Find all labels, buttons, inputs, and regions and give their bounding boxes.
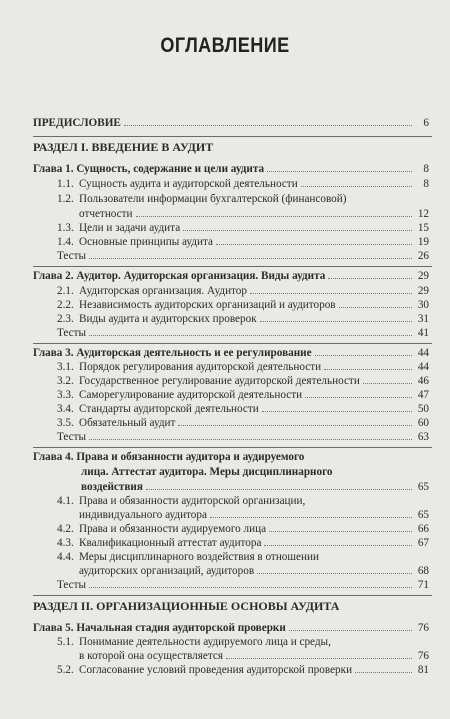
toc-entry: 3.4. Стандарты аудиторской деятельности 50: [57, 403, 429, 415]
toc-entry: 4.3. Квалификационный аттестат аудитора 67: [57, 537, 429, 549]
page-number: 6: [423, 117, 429, 129]
toc-entry: 3.5. Обязательный аудит 60: [57, 417, 429, 429]
toc-entry-continued: аудиторских организаций, аудиторов 68: [79, 565, 429, 577]
toc-entry: 2.1. Аудиторская организация. Аудитор 29: [57, 285, 429, 297]
toc-entry-chapter: Глава 1. Сущность, содержание и цели аудита 8: [33, 163, 429, 175]
toc-entry: 3.1. Порядок регулирования аудиторской деятельности 44: [57, 361, 429, 373]
toc-entry-chapter: Глава 4. Права и обязанности аудитора и аудируемого: [33, 451, 305, 463]
toc-entry-tests: Тесты 41: [57, 327, 429, 339]
toc-entry-continued: в которой она осуществляется 76: [79, 650, 429, 662]
divider: [33, 343, 432, 344]
section-heading: РАЗДЕЛ I. ВВЕДЕНИЕ В АУДИТ: [33, 140, 214, 154]
toc-entry-chapter: Глава 5. Начальная стадия аудиторской проверки 76: [33, 622, 429, 634]
toc-entry: 4.2. Права и обязанности аудируемого лица 66: [57, 523, 429, 535]
toc-entry: 1.2. Пользователи информации бухгалтерской (финансовой): [57, 193, 347, 205]
toc-entry: 4.1. Права и обязанности аудиторской организации,: [57, 495, 306, 507]
toc-entry-chapter: Глава 3. Аудиторская деятельность и ее регулирование 44: [33, 347, 429, 359]
toc-entry: 5.1. Понимание деятельности аудируемого лица и среды,: [57, 636, 331, 648]
toc-entry-tests: Тесты 71: [57, 579, 429, 591]
toc-entry-tests: Тесты 63: [57, 431, 429, 443]
toc-entry-tests: Тесты 26: [57, 250, 429, 262]
toc-entry-chapter-cont: лица. Аттестат аудитора. Меры дисциплинарного: [81, 466, 333, 478]
toc-entry: 1.1. Сущность аудита и аудиторской деятельности 8: [57, 178, 429, 190]
toc-entry: 2.2. Независимость аудиторских организаций и аудиторов 30: [57, 299, 429, 311]
divider: [33, 595, 432, 596]
toc-entry-preface: [33, 117, 429, 130]
toc-entry-chapter: Глава 2. Аудитор. Аудиторская организация. Виды аудита 29: [33, 270, 429, 282]
page-title: ОГЛАВЛЕНИЕ: [160, 34, 290, 57]
divider: [33, 447, 432, 448]
section-heading: РАЗДЕЛ II. ОРГАНИЗАЦИОННЫЕ ОСНОВЫ АУДИТА: [33, 599, 340, 613]
toc-entry-continued: отчетности 12: [79, 208, 429, 220]
divider: [33, 266, 432, 267]
entry-label: ПРЕДИСЛОВИЕ: [33, 117, 121, 129]
toc-entry-chapter-cont: воздействия 65: [81, 481, 429, 493]
toc-entry: 2.3. Виды аудита и аудиторских проверок 31: [57, 313, 429, 325]
toc-entry: 3.3. Саморегулирование аудиторской деятельности 47: [57, 389, 429, 401]
toc-entry: 4.4. Меры дисциплинарного воздействия в отношении: [57, 551, 319, 563]
toc-entry: 1.3. Цели и задачи аудита 15: [57, 222, 429, 234]
toc-entry: 1.4. Основные принципы аудита 19: [57, 236, 429, 248]
divider: [33, 136, 432, 137]
toc-entry: 5.2. Согласование условий проведения аудиторской проверки 81: [57, 664, 429, 676]
toc-entry: 3.2. Государственное регулирование аудиторской деятельности 46: [57, 375, 429, 387]
leader-dots: [124, 117, 412, 126]
toc-entry-continued: индивидуального аудитора 65: [79, 509, 429, 521]
